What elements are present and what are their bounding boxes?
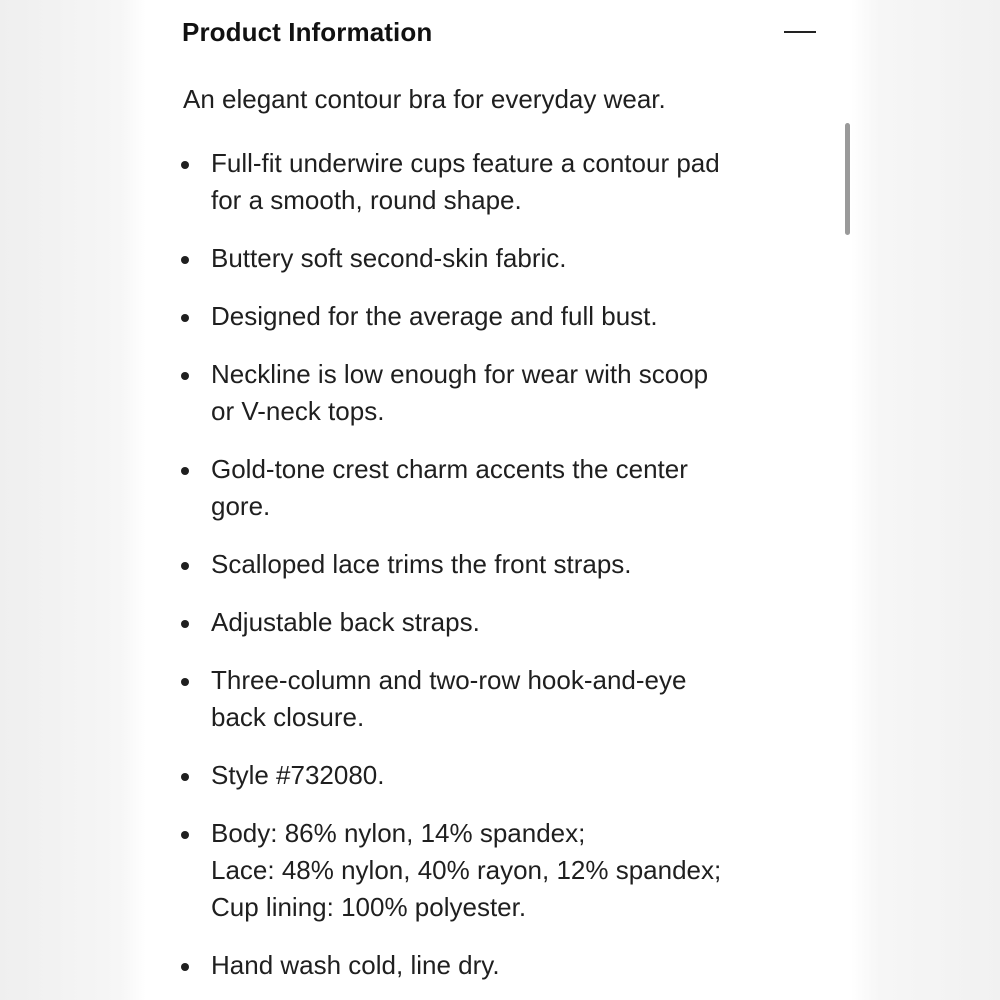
feature-text-line: Buttery soft second-skin fabric. (211, 243, 567, 273)
feature-item (176, 604, 796, 641)
feature-text-line: Style #732080. (211, 760, 385, 790)
feature-item (176, 298, 796, 335)
feature-text-line: Body: 86% nylon, 14% spandex; (211, 818, 586, 848)
bullet-dot-icon (181, 467, 189, 475)
scrollbar-thumb[interactable] (845, 123, 850, 235)
feature-text-line: Scalloped lace trims the front straps. (211, 549, 632, 579)
product-intro: An elegant contour bra for everyday wear. (183, 84, 666, 114)
product-information-panel (146, 0, 852, 1000)
feature-text-line: Lace: 48% nylon, 40% rayon, 12% spandex; (211, 855, 722, 885)
feature-item (176, 947, 796, 984)
feature-text-line: Adjustable back straps. (211, 607, 480, 637)
feature-item (176, 757, 796, 794)
bullet-dot-icon (181, 256, 189, 264)
bullet-dot-icon (181, 161, 189, 169)
feature-item (176, 815, 796, 926)
bullet-dot-icon (181, 314, 189, 322)
feature-text-line: Three-column and two-row hook-and-eye (211, 665, 687, 695)
feature-text-line: Gold-tone crest charm accents the center (211, 454, 688, 484)
feature-item (176, 145, 796, 219)
section-title: Product Information (182, 17, 433, 47)
feature-text-line: gore. (211, 491, 271, 521)
feature-text-line: Cup lining: 100% polyester. (211, 892, 527, 922)
feature-item (176, 240, 796, 277)
feature-text-line: back closure. (211, 702, 365, 732)
minus-icon (784, 31, 816, 33)
feature-text-line: for a smooth, round shape. (211, 185, 522, 215)
bullet-dot-icon (181, 963, 189, 971)
feature-text-line: or V-neck tops. (211, 396, 385, 426)
feature-text-line: Hand wash cold, line dry. (211, 950, 500, 980)
feature-text-line: Full-fit underwire cups feature a contour pad (211, 148, 720, 178)
feature-item (176, 662, 796, 736)
accordion-header[interactable] (182, 14, 818, 50)
feature-text-line: Neckline is low enough for wear with scoop (211, 359, 709, 389)
bullet-dot-icon (181, 831, 189, 839)
collapse-button[interactable] (782, 14, 818, 50)
bullet-dot-icon (181, 773, 189, 781)
feature-item (176, 451, 796, 525)
bullet-dot-icon (181, 562, 189, 570)
feature-item (176, 546, 796, 583)
bullet-dot-icon (181, 372, 189, 380)
feature-text-line: Designed for the average and full bust. (211, 301, 658, 331)
bullet-dot-icon (181, 620, 189, 628)
feature-list (176, 145, 796, 1000)
bullet-dot-icon (181, 678, 189, 686)
feature-item (176, 356, 796, 430)
